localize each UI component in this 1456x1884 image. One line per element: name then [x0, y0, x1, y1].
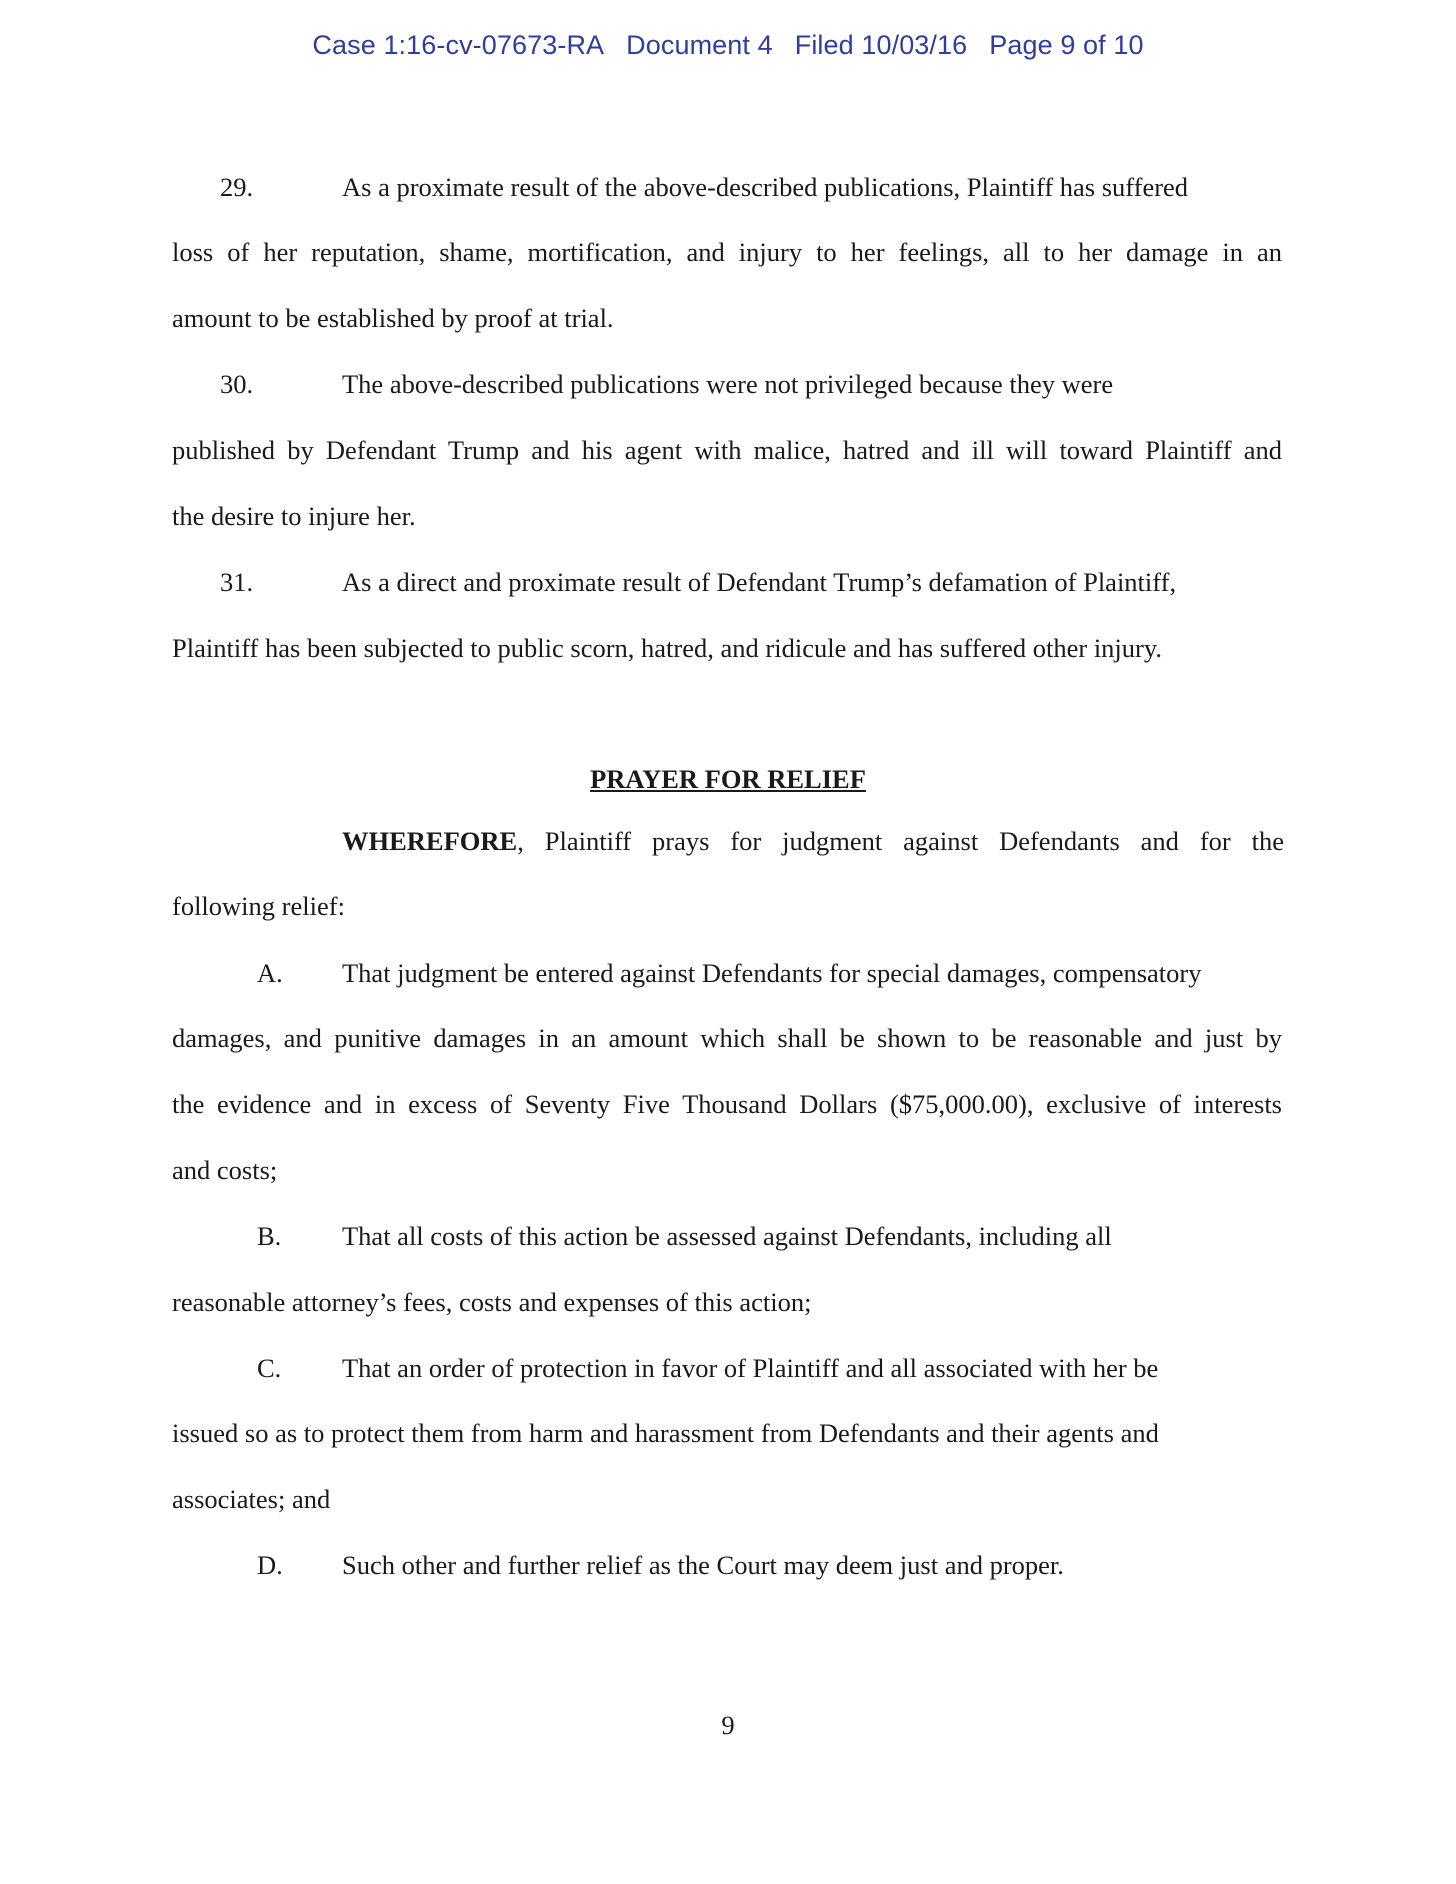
- page-indicator: Page 9 of 10: [989, 30, 1144, 60]
- section-heading: PRAYER FOR RELIEF: [590, 764, 866, 794]
- paragraph-text: loss of her reputation, shame, mortification, and injury to her feelings, all to her damage in an: [172, 237, 1282, 267]
- relief-text: That all costs of this action be assessed against Defendants, including all: [342, 1221, 1112, 1251]
- paragraph-text: amount to be established by proof at trial.: [172, 303, 614, 333]
- relief-text: Such other and further relief as the Court may deem just and proper.: [342, 1550, 1064, 1580]
- relief-text: and costs;: [172, 1155, 278, 1185]
- wherefore-bold: WHEREFORE: [342, 826, 518, 856]
- wherefore-line: [342, 825, 1284, 857]
- paragraph-text: published by Defendant Trump and his agent with malice, hatred and ill will toward Plaintiff and: [172, 435, 1282, 465]
- relief-text: damages, and punitive damages in an amount which shall be shown to be reasonable and just by: [172, 1023, 1282, 1053]
- paragraph-number: 31.: [220, 567, 254, 597]
- relief-text: issued so as to protect them from harm and harassment from Defendants and their agents and: [172, 1418, 1159, 1448]
- relief-text: associates; and: [172, 1484, 331, 1514]
- paragraph-text: As a proximate result of the above-described publications, Plaintiff has suffered: [342, 172, 1189, 202]
- paragraph-text: As a direct and proximate result of Defendant Trump’s defamation of Plaintiff,: [342, 567, 1177, 597]
- paragraph-text: following relief:: [172, 891, 345, 921]
- relief-letter: D.: [257, 1550, 283, 1580]
- paragraph-text: Plaintiff has been subjected to public scorn, hatred, and ridicule and has suffered other injury.: [172, 633, 1163, 663]
- relief-text: That judgment be entered against Defendants for special damages, compensatory: [342, 958, 1202, 988]
- relief-letter: C.: [257, 1353, 282, 1383]
- filed-date: Filed 10/03/16: [794, 30, 968, 60]
- page-number: 9: [721, 1710, 735, 1740]
- document-number: Document 4: [626, 30, 773, 60]
- paragraph-text: the desire to injure her.: [172, 501, 416, 531]
- paragraph-number: 29.: [220, 172, 254, 202]
- relief-text: the evidence and in excess of Seventy Five Thousand Dollars ($75,000.00), exclusive of interests: [172, 1089, 1282, 1119]
- relief-letter: B.: [257, 1221, 282, 1251]
- relief-letter: A.: [257, 958, 283, 988]
- relief-text: That an order of protection in favor of Plaintiff and all associated with her be: [342, 1353, 1159, 1383]
- relief-text: reasonable attorney’s fees, costs and expenses of this action;: [172, 1287, 812, 1317]
- case-number: Case 1:16-cv-07673-RA: [312, 30, 605, 60]
- paragraph-text: The above-described publications were not privileged because they were: [342, 369, 1114, 399]
- ecf-header: [0, 30, 1456, 61]
- paragraph-number: 30.: [220, 369, 254, 399]
- wherefore-text: , Plaintiff prays for judgment against Defendants and for the: [517, 826, 1284, 856]
